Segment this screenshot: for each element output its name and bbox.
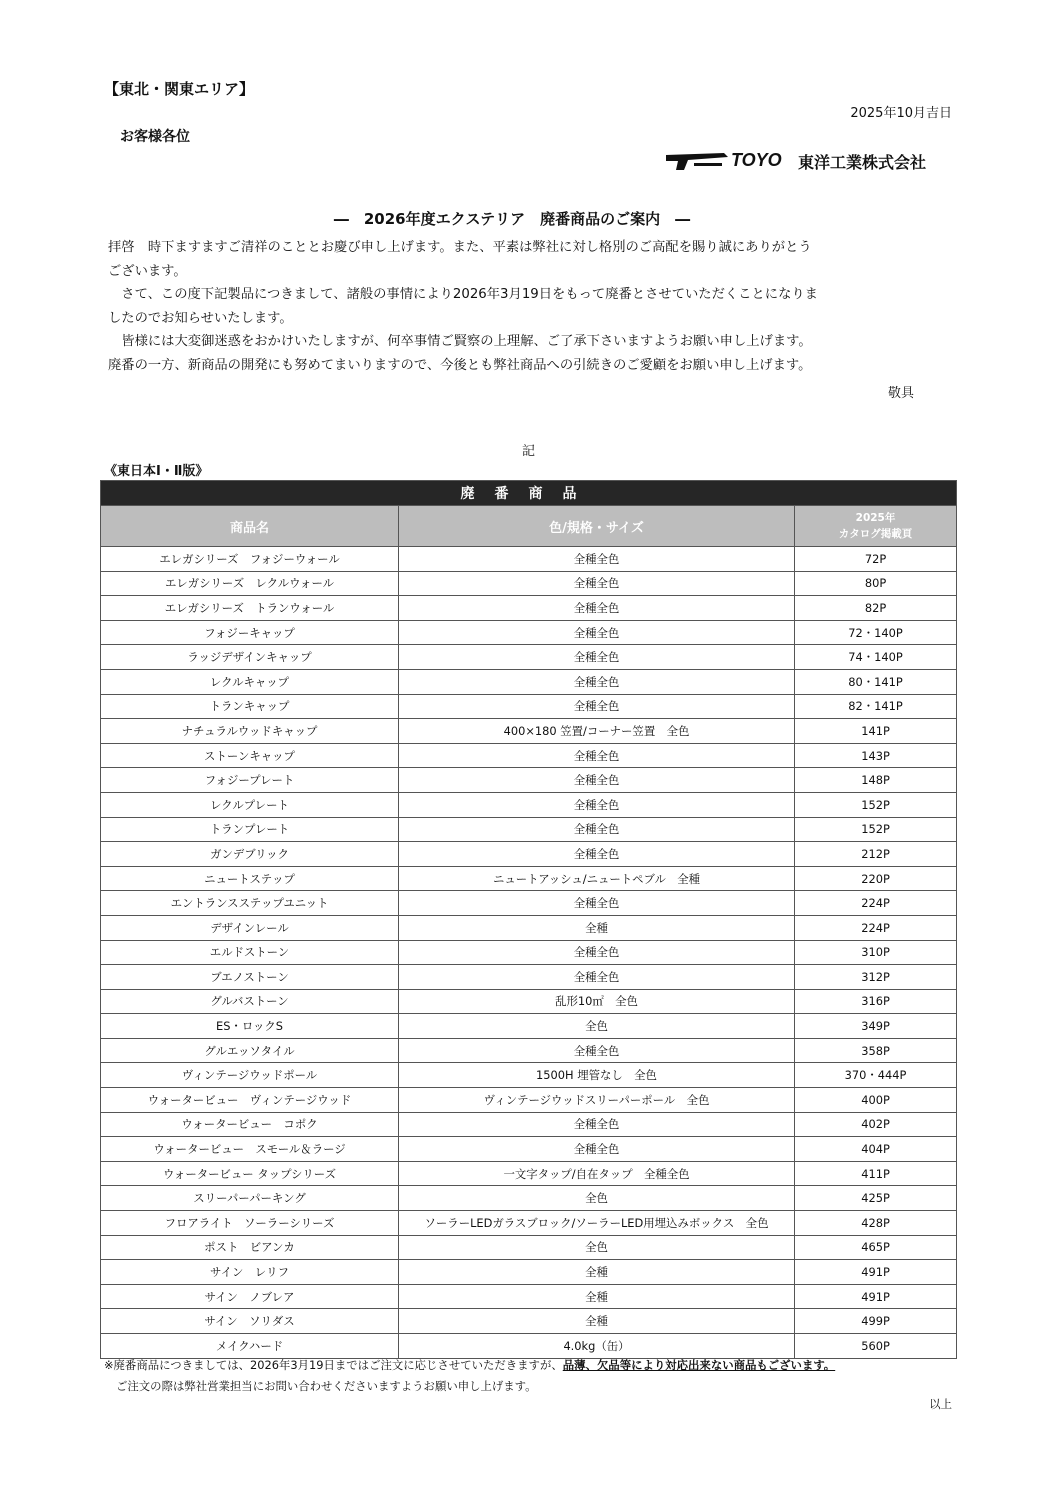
spec-cell: 全種全色: [399, 792, 795, 817]
body-line: したのでお知らせいたします。: [108, 310, 293, 326]
catalog-page-cell: 220P: [795, 866, 957, 891]
discontinued-products-table: [100, 480, 957, 1359]
spec-cell: 400×180 笠置/コーナー笠置 全色: [399, 719, 795, 744]
table-row: [101, 1334, 957, 1359]
product-name-cell: メイクハード: [101, 1334, 399, 1359]
catalog-page-cell: 425P: [795, 1186, 957, 1211]
spec-cell: 1500H 埋管なし 全色: [399, 1063, 795, 1088]
table-row: [101, 842, 957, 867]
spec-cell: 全種全色: [399, 743, 795, 768]
catalog-page-cell: 491P: [795, 1284, 957, 1309]
product-name-cell: フォジープレート: [101, 768, 399, 793]
table-row: [101, 1309, 957, 1334]
product-name-cell: ウォータービュー スモール＆ラージ: [101, 1137, 399, 1162]
table-row: [101, 669, 957, 694]
spec-cell: 全種全色: [399, 965, 795, 990]
body-line: 皆様には大変御迷惑をおかけいたしますが、何卒事情ご賢察の上理解、ご了承下さいますようお願い申し上げます。: [108, 334, 812, 350]
table-row: [101, 792, 957, 817]
catalog-page-cell: 310P: [795, 940, 957, 965]
table-row: [101, 1014, 957, 1039]
catalog-page-cell: 80・141P: [795, 669, 957, 694]
spec-cell: 全種全色: [399, 1038, 795, 1063]
area-heading: 【東北・関東エリア】: [104, 80, 255, 98]
edition-heading: 《東日本Ⅰ・Ⅱ版》: [104, 464, 209, 479]
product-name-cell: ウォータービュー ヴィンテージウッド: [101, 1088, 399, 1113]
spec-cell: 全種全色: [399, 547, 795, 572]
spec-cell: 一文字タップ/自在タップ 全種全色: [399, 1161, 795, 1186]
table-row: [101, 645, 957, 670]
footnote-text: ※廃番商品につきましては、2026年3月19日まではご注文に応じさせていただきますが、: [104, 1358, 563, 1372]
catalog-page-cell: 80P: [795, 571, 957, 596]
table-row: [101, 694, 957, 719]
product-name-cell: レクルキャップ: [101, 669, 399, 694]
table-row: [101, 1137, 957, 1162]
svg-text:TOYO: TOYO: [731, 150, 782, 170]
body-line: 廃番の一方、新商品の開発にも努めてまいりますので、今後とも弊社商品への引続きのご愛顧をお願い申し上げます。: [108, 357, 812, 373]
table-row: [101, 891, 957, 916]
table-row: [101, 940, 957, 965]
product-name-cell: グルバストーン: [101, 989, 399, 1014]
product-name-cell: グルエッソタイル: [101, 1038, 399, 1063]
spec-cell: 全種全色: [399, 1112, 795, 1137]
body-line: 拝啓 時下ますますご清祥のこととお慶び申し上げます。また、平素は弊社に対し格別のご高配を賜り誠にありがとう: [108, 240, 812, 255]
table-row: [101, 620, 957, 645]
product-name-cell: トランキャップ: [101, 694, 399, 719]
issue-date: 2025年10月吉日: [850, 106, 952, 121]
end-mark: 以上: [929, 1397, 952, 1411]
table-row: [101, 965, 957, 990]
company-logo: [664, 148, 926, 174]
table-row: [101, 989, 957, 1014]
product-name-cell: ナチュラルウッドキャップ: [101, 719, 399, 744]
product-name-cell: エレガシリーズ レクルウォール: [101, 571, 399, 596]
addressee: お客様各位: [120, 129, 190, 145]
footnote-emphasis: 品薄、欠品等により対応出来ない商品もございます。: [562, 1358, 836, 1372]
catalog-page-cell: 72P: [795, 547, 957, 572]
product-name-cell: エントランスステップユニット: [101, 891, 399, 916]
product-name-cell: レクルプレート: [101, 792, 399, 817]
product-name-cell: フォジーキャップ: [101, 620, 399, 645]
product-name-cell: エレガシリーズ フォジーウォール: [101, 547, 399, 572]
spec-cell: 全種全色: [399, 571, 795, 596]
spec-cell: 全種全色: [399, 842, 795, 867]
table-banner: 廃番商品: [101, 481, 957, 506]
product-name-cell: ポスト ビアンカ: [101, 1235, 399, 1260]
product-name-cell: サイン ソリダス: [101, 1309, 399, 1334]
footnote-line2: ご注文の際は弊社営業担当にお問い合わせくださいますようお願い申し上げます。: [116, 1379, 537, 1393]
table-row: [101, 817, 957, 842]
body-line: さて、この度下記製品につきまして、諸般の事情により2026年3月19日をもって廃番とさせていただくことになりま: [108, 287, 818, 303]
table-row: [101, 1161, 957, 1186]
column-header-page-year: 2025年: [855, 512, 896, 524]
table-row: [101, 571, 957, 596]
table-row: [101, 768, 957, 793]
product-name-cell: ブエノストーン: [101, 965, 399, 990]
catalog-page-cell: 224P: [795, 915, 957, 940]
product-name-cell: ウォータービュー コポク: [101, 1112, 399, 1137]
table-row: [101, 1211, 957, 1236]
table-row: [101, 1038, 957, 1063]
catalog-page-cell: 349P: [795, 1014, 957, 1039]
catalog-page-cell: 465P: [795, 1235, 957, 1260]
spec-cell: 全種全色: [399, 620, 795, 645]
spec-cell: ソーラーLEDガラスブロック/ソーラーLED用埋込みボックス 全色: [399, 1211, 795, 1236]
table-row: [101, 1088, 957, 1113]
toyo-wordmark: [730, 150, 786, 172]
catalog-page-cell: 82P: [795, 596, 957, 621]
body-line: ございます。: [108, 263, 187, 279]
spec-cell: 全種全色: [399, 891, 795, 916]
spec-cell: 全色: [399, 1186, 795, 1211]
product-name-cell: ニュートステップ: [101, 866, 399, 891]
letter-body: [108, 236, 928, 378]
company-name: 東洋工業株式会社: [798, 152, 927, 172]
spec-cell: 全色: [399, 1235, 795, 1260]
table-row: [101, 719, 957, 744]
product-name-cell: サイン ノブレア: [101, 1284, 399, 1309]
catalog-page-cell: 400P: [795, 1088, 957, 1113]
table-row: [101, 1260, 957, 1285]
spec-cell: 全種全色: [399, 669, 795, 694]
column-header-name: 商品名: [101, 506, 399, 547]
spec-cell: 全種全色: [399, 694, 795, 719]
catalog-page-cell: 74・140P: [795, 645, 957, 670]
spec-cell: 全種全色: [399, 1137, 795, 1162]
catalog-page-cell: 148P: [795, 768, 957, 793]
catalog-page-cell: 411P: [795, 1161, 957, 1186]
product-name-cell: ヴィンテージウッドポール: [101, 1063, 399, 1088]
product-name-cell: エレガシリーズ トランウォール: [101, 596, 399, 621]
catalog-page-cell: 82・141P: [795, 694, 957, 719]
product-name-cell: エルドストーン: [101, 940, 399, 965]
spec-cell: ヴィンテージウッドスリーパーポール 全色: [399, 1088, 795, 1113]
footnote: [104, 1357, 835, 1373]
catalog-page-cell: 358P: [795, 1038, 957, 1063]
document-title: ― 2026年度エクステリア 廃番商品のご案内 ―: [333, 210, 691, 228]
catalog-page-cell: 141P: [795, 719, 957, 744]
product-name-cell: ガンデブリック: [101, 842, 399, 867]
ki-mark: 記: [522, 444, 536, 459]
column-header-page-label: カタログ掲載頁: [838, 528, 913, 540]
spec-cell: 乱形10㎡ 全色: [399, 989, 795, 1014]
table-row: [101, 1186, 957, 1211]
table-row: [101, 547, 957, 572]
product-name-cell: ES・ロックS: [101, 1014, 399, 1039]
spec-cell: 全種全色: [399, 817, 795, 842]
column-header-spec: 色/規格・サイズ: [399, 506, 795, 547]
product-name-cell: ラッジデザインキャップ: [101, 645, 399, 670]
table-row: [101, 596, 957, 621]
catalog-page-cell: 212P: [795, 842, 957, 867]
product-name-cell: デザインレール: [101, 915, 399, 940]
table-row: [101, 1284, 957, 1309]
product-name-cell: サイン レリフ: [101, 1260, 399, 1285]
table-row: [101, 1063, 957, 1088]
spec-cell: 全種全色: [399, 768, 795, 793]
toyo-mark-icon: [664, 150, 730, 172]
catalog-page-cell: 428P: [795, 1211, 957, 1236]
table-row: [101, 743, 957, 768]
closing-word: 敬具: [887, 386, 914, 401]
spec-cell: 4.0kg（缶）: [399, 1334, 795, 1359]
spec-cell: 全種: [399, 1260, 795, 1285]
spec-cell: 全種全色: [399, 596, 795, 621]
spec-cell: ニュートアッシュ/ニュートペブル 全種: [399, 866, 795, 891]
product-name-cell: ストーンキャップ: [101, 743, 399, 768]
product-name-cell: トランプレート: [101, 817, 399, 842]
catalog-page-cell: 72・140P: [795, 620, 957, 645]
table-row: [101, 1112, 957, 1137]
table-row: [101, 915, 957, 940]
catalog-page-cell: 224P: [795, 891, 957, 916]
product-name-cell: スリーパーパーキング: [101, 1186, 399, 1211]
spec-cell: 全種全色: [399, 645, 795, 670]
catalog-page-cell: 404P: [795, 1137, 957, 1162]
catalog-page-cell: 143P: [795, 743, 957, 768]
table-row: [101, 866, 957, 891]
product-name-cell: フロアライト ソーラーシリーズ: [101, 1211, 399, 1236]
catalog-page-cell: 402P: [795, 1112, 957, 1137]
spec-cell: 全色: [399, 1014, 795, 1039]
catalog-page-cell: 499P: [795, 1309, 957, 1334]
catalog-page-cell: 316P: [795, 989, 957, 1014]
product-name-cell: ウォータービュー タップシリーズ: [101, 1161, 399, 1186]
catalog-page-cell: 491P: [795, 1260, 957, 1285]
spec-cell: 全種: [399, 1284, 795, 1309]
spec-cell: 全種: [399, 1309, 795, 1334]
catalog-page-cell: 560P: [795, 1334, 957, 1359]
catalog-page-cell: 370・444P: [795, 1063, 957, 1088]
spec-cell: 全種全色: [399, 940, 795, 965]
column-header-page: [795, 506, 957, 547]
catalog-page-cell: 152P: [795, 792, 957, 817]
catalog-page-cell: 152P: [795, 817, 957, 842]
catalog-page-cell: 312P: [795, 965, 957, 990]
spec-cell: 全種: [399, 915, 795, 940]
table-row: [101, 1235, 957, 1260]
